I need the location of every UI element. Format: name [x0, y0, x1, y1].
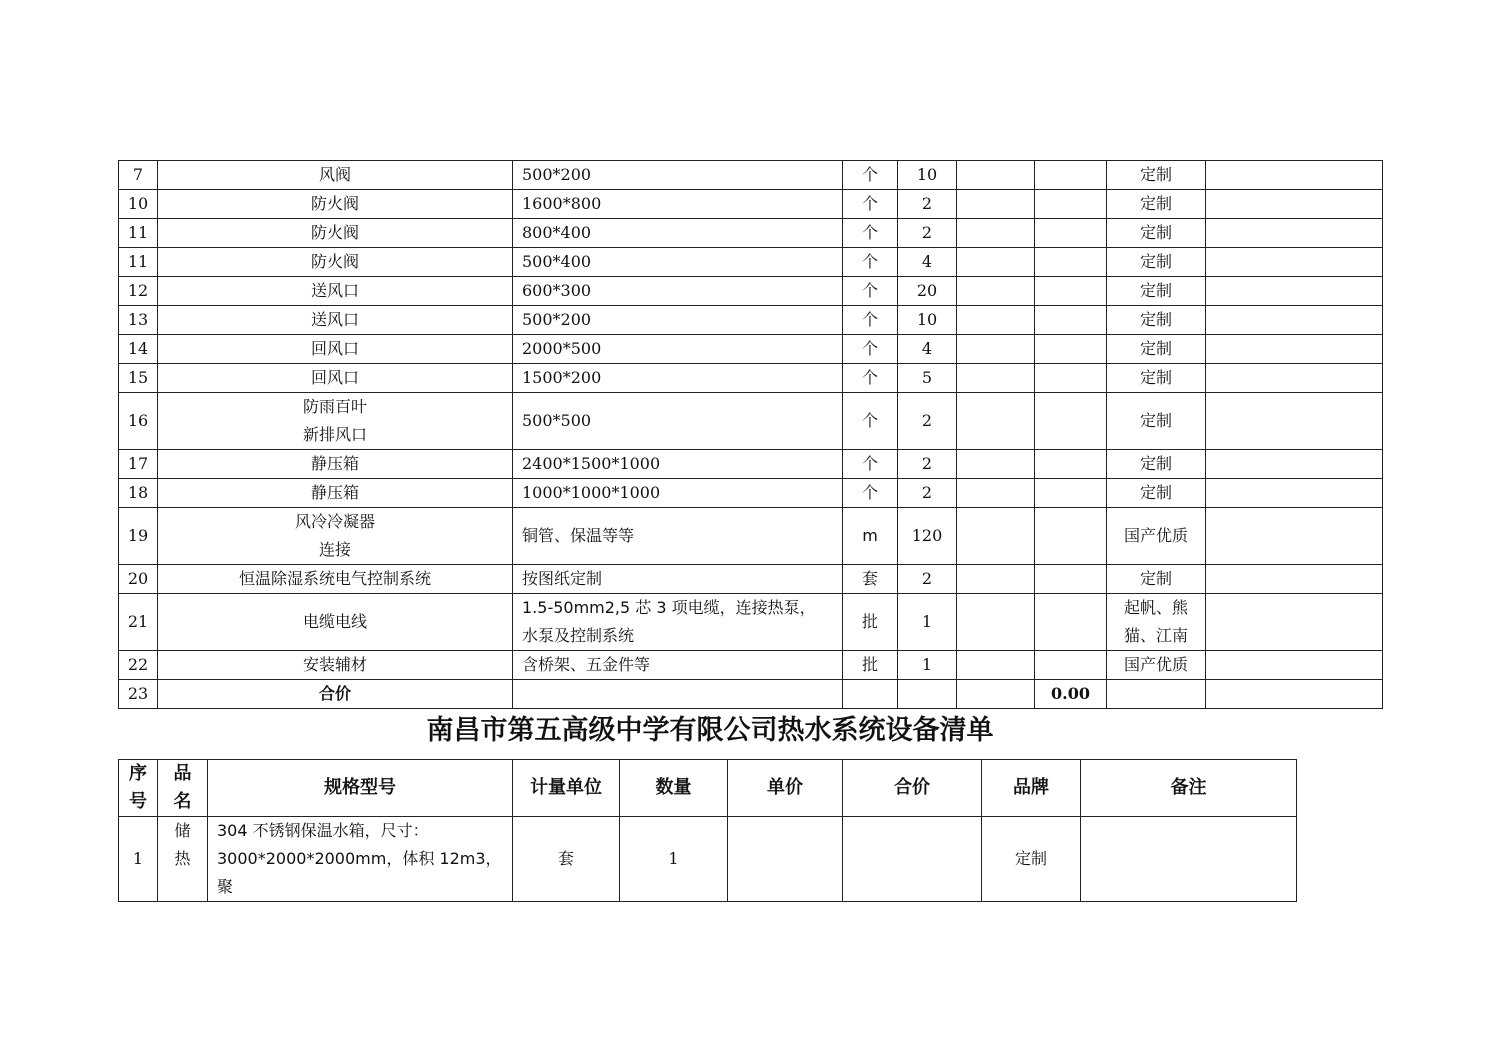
- cell-spec: 304 不锈钢保温水箱，尺寸： 3000*2000*2000mm，体积 12m3，聚: [208, 817, 513, 902]
- cell-price: [957, 565, 1035, 594]
- header-spec: 规格型号: [208, 760, 513, 817]
- cell-name: 防火阀: [158, 190, 513, 219]
- cell-qty: 5: [898, 364, 957, 393]
- cell-unit: 个: [843, 393, 898, 450]
- cell-brand: 定制: [1107, 190, 1206, 219]
- cell-note: [1206, 277, 1383, 306]
- table-row: [119, 565, 1383, 594]
- cell-note: [1206, 219, 1383, 248]
- table-row: [119, 190, 1383, 219]
- cell-brand: 定制: [1107, 335, 1206, 364]
- table-row: [119, 306, 1383, 335]
- cell-spec: 1.5-50mm2,5 芯 3 项电缆，连接热泵， 水泵及控制系统: [513, 594, 843, 651]
- table-row: [119, 594, 1383, 651]
- cell-price: [957, 277, 1035, 306]
- cell-unit: 套: [513, 817, 620, 902]
- cell-qty: 4: [898, 248, 957, 277]
- cell-total: [1035, 161, 1107, 190]
- cell-brand: 定制: [1107, 364, 1206, 393]
- cell-name: 电缆电线: [158, 594, 513, 651]
- cell-name: 储 热: [158, 817, 208, 902]
- header-note: 备注: [1081, 760, 1297, 817]
- cell-total: [1035, 335, 1107, 364]
- cell-qty: 10: [898, 306, 957, 335]
- cell-no: 14: [119, 335, 158, 364]
- cell-spec: [513, 680, 843, 709]
- cell-note: [1206, 651, 1383, 680]
- cell-brand: 定制: [982, 817, 1081, 902]
- cell-note: [1206, 393, 1383, 450]
- cell-qty: 2: [898, 450, 957, 479]
- cell-brand: [1107, 680, 1206, 709]
- cell-unit: 批: [843, 651, 898, 680]
- cell-total: [1035, 277, 1107, 306]
- cell-no: 22: [119, 651, 158, 680]
- cell-name: 静压箱: [158, 479, 513, 508]
- cell-qty: 10: [898, 161, 957, 190]
- table-row: [119, 277, 1383, 306]
- cell-no: 15: [119, 364, 158, 393]
- cell-name: 静压箱: [158, 450, 513, 479]
- cell-name: 恒温除湿系统电气控制系统: [158, 565, 513, 594]
- header-price: 单价: [728, 760, 843, 817]
- cell-spec: 2000*500: [513, 335, 843, 364]
- cell-qty: [898, 680, 957, 709]
- table-row: [119, 335, 1383, 364]
- cell-total: [1035, 479, 1107, 508]
- cell-qty: 2: [898, 565, 957, 594]
- cell-no: 10: [119, 190, 158, 219]
- cell-name: 防火阀: [158, 248, 513, 277]
- cell-price: [957, 651, 1035, 680]
- cell-no: 21: [119, 594, 158, 651]
- total-value: 0.00: [1035, 680, 1107, 709]
- cell-note: [1206, 306, 1383, 335]
- cell-name: 防雨百叶 新排风口: [158, 393, 513, 450]
- cell-total: [1035, 651, 1107, 680]
- cell-qty: 2: [898, 393, 957, 450]
- cell-price: [957, 190, 1035, 219]
- cell-no: 7: [119, 161, 158, 190]
- cell-qty: 2: [898, 479, 957, 508]
- cell-note: [1206, 479, 1383, 508]
- cell-note: [1206, 565, 1383, 594]
- cell-note: [1206, 248, 1383, 277]
- cell-total: [1035, 393, 1107, 450]
- cell-no: 11: [119, 248, 158, 277]
- cell-brand: 定制: [1107, 219, 1206, 248]
- cell-unit: 个: [843, 248, 898, 277]
- cell-note: [1206, 190, 1383, 219]
- header-qty: 数量: [620, 760, 728, 817]
- cell-total: [1035, 364, 1107, 393]
- cell-price: [957, 594, 1035, 651]
- cell-spec: 按图纸定制: [513, 565, 843, 594]
- cell-qty: 2: [898, 219, 957, 248]
- cell-name: 风冷冷凝器 连接: [158, 508, 513, 565]
- cell-unit: 个: [843, 364, 898, 393]
- cell-qty: 120: [898, 508, 957, 565]
- cell-brand: 国产优质: [1107, 508, 1206, 565]
- cell-qty: 20: [898, 277, 957, 306]
- cell-total: [1035, 594, 1107, 651]
- cell-brand: 定制: [1107, 306, 1206, 335]
- equipment-table-hot-water: [118, 759, 1297, 902]
- cell-no: 19: [119, 508, 158, 565]
- cell-price: [957, 393, 1035, 450]
- cell-qty: 4: [898, 335, 957, 364]
- cell-note: [1206, 161, 1383, 190]
- cell-note: [1206, 508, 1383, 565]
- cell-no: 17: [119, 450, 158, 479]
- header-total: 合价: [843, 760, 982, 817]
- table-header-row: [119, 760, 1297, 817]
- header-brand: 品牌: [982, 760, 1081, 817]
- cell-name: 回风口: [158, 335, 513, 364]
- cell-name: 回风口: [158, 364, 513, 393]
- cell-unit: 个: [843, 479, 898, 508]
- cell-qty: 1: [898, 651, 957, 680]
- cell-no: 16: [119, 393, 158, 450]
- cell-name: 风阀: [158, 161, 513, 190]
- page-title: 南昌市第五高级中学有限公司热水系统设备清单: [426, 715, 994, 746]
- cell-note: [1081, 817, 1297, 902]
- cell-no: 12: [119, 277, 158, 306]
- cell-name: 防火阀: [158, 219, 513, 248]
- cell-price: [957, 335, 1035, 364]
- cell-unit: 个: [843, 277, 898, 306]
- cell-spec: 1000*1000*1000: [513, 479, 843, 508]
- cell-unit: 套: [843, 565, 898, 594]
- cell-price: [957, 680, 1035, 709]
- cell-spec: 500*200: [513, 306, 843, 335]
- cell-price: [957, 161, 1035, 190]
- total-row: [119, 680, 1383, 709]
- cell-no: 11: [119, 219, 158, 248]
- cell-no: 1: [119, 817, 158, 902]
- cell-total: [843, 817, 982, 902]
- header-name: 品 名: [158, 760, 208, 817]
- cell-unit: 批: [843, 594, 898, 651]
- cell-note: [1206, 594, 1383, 651]
- cell-name: 送风口: [158, 277, 513, 306]
- cell-price: [957, 508, 1035, 565]
- cell-spec: 2400*1500*1000: [513, 450, 843, 479]
- table-row: [119, 450, 1383, 479]
- cell-spec: 500*500: [513, 393, 843, 450]
- cell-price: [957, 248, 1035, 277]
- cell-name: 送风口: [158, 306, 513, 335]
- cell-brand: 定制: [1107, 277, 1206, 306]
- cell-qty: 1: [898, 594, 957, 651]
- cell-price: [728, 817, 843, 902]
- cell-no: 20: [119, 565, 158, 594]
- cell-brand: 定制: [1107, 565, 1206, 594]
- table-row: [119, 364, 1383, 393]
- cell-spec: 500*400: [513, 248, 843, 277]
- cell-brand: 定制: [1107, 479, 1206, 508]
- cell-total: [1035, 450, 1107, 479]
- cell-spec: 1600*800: [513, 190, 843, 219]
- cell-note: [1206, 335, 1383, 364]
- cell-total: [1035, 306, 1107, 335]
- table-row: [119, 479, 1383, 508]
- table-row: [119, 161, 1383, 190]
- cell-brand: 定制: [1107, 393, 1206, 450]
- header-no: 序 号: [119, 760, 158, 817]
- table-row: [119, 219, 1383, 248]
- total-label: 合价: [158, 680, 513, 709]
- cell-brand: 起帆、熊 猫、江南: [1107, 594, 1206, 651]
- table-row: [119, 248, 1383, 277]
- cell-total: [1035, 248, 1107, 277]
- table-row: [119, 817, 1297, 902]
- cell-unit: 个: [843, 335, 898, 364]
- cell-spec: 铜管、保温等等: [513, 508, 843, 565]
- cell-brand: 定制: [1107, 450, 1206, 479]
- cell-price: [957, 306, 1035, 335]
- equipment-table-hvac: [118, 160, 1383, 709]
- cell-spec: 含桥架、五金件等: [513, 651, 843, 680]
- cell-unit: 个: [843, 190, 898, 219]
- cell-no: 18: [119, 479, 158, 508]
- cell-price: [957, 450, 1035, 479]
- cell-no: 13: [119, 306, 158, 335]
- table-row: [119, 393, 1383, 450]
- cell-price: [957, 219, 1035, 248]
- cell-brand: 国产优质: [1107, 651, 1206, 680]
- cell-total: [1035, 565, 1107, 594]
- cell-unit: 个: [843, 450, 898, 479]
- cell-total: [1035, 508, 1107, 565]
- cell-note: [1206, 364, 1383, 393]
- cell-qty: 2: [898, 190, 957, 219]
- header-unit: 计量单位: [513, 760, 620, 817]
- table-row: [119, 508, 1383, 565]
- table-row: [119, 651, 1383, 680]
- cell-name: 安装辅材: [158, 651, 513, 680]
- cell-spec: 1500*200: [513, 364, 843, 393]
- cell-total: [1035, 219, 1107, 248]
- cell-unit: 个: [843, 219, 898, 248]
- cell-note: [1206, 680, 1383, 709]
- cell-price: [957, 364, 1035, 393]
- cell-note: [1206, 450, 1383, 479]
- cell-brand: 定制: [1107, 248, 1206, 277]
- cell-brand: 定制: [1107, 161, 1206, 190]
- cell-spec: 800*400: [513, 219, 843, 248]
- cell-unit: 个: [843, 161, 898, 190]
- cell-qty: 1: [620, 817, 728, 902]
- cell-spec: 600*300: [513, 277, 843, 306]
- cell-no: 23: [119, 680, 158, 709]
- cell-price: [957, 479, 1035, 508]
- cell-unit: 个: [843, 306, 898, 335]
- cell-unit: m: [843, 508, 898, 565]
- cell-total: [1035, 190, 1107, 219]
- cell-unit: [843, 680, 898, 709]
- cell-spec: 500*200: [513, 161, 843, 190]
